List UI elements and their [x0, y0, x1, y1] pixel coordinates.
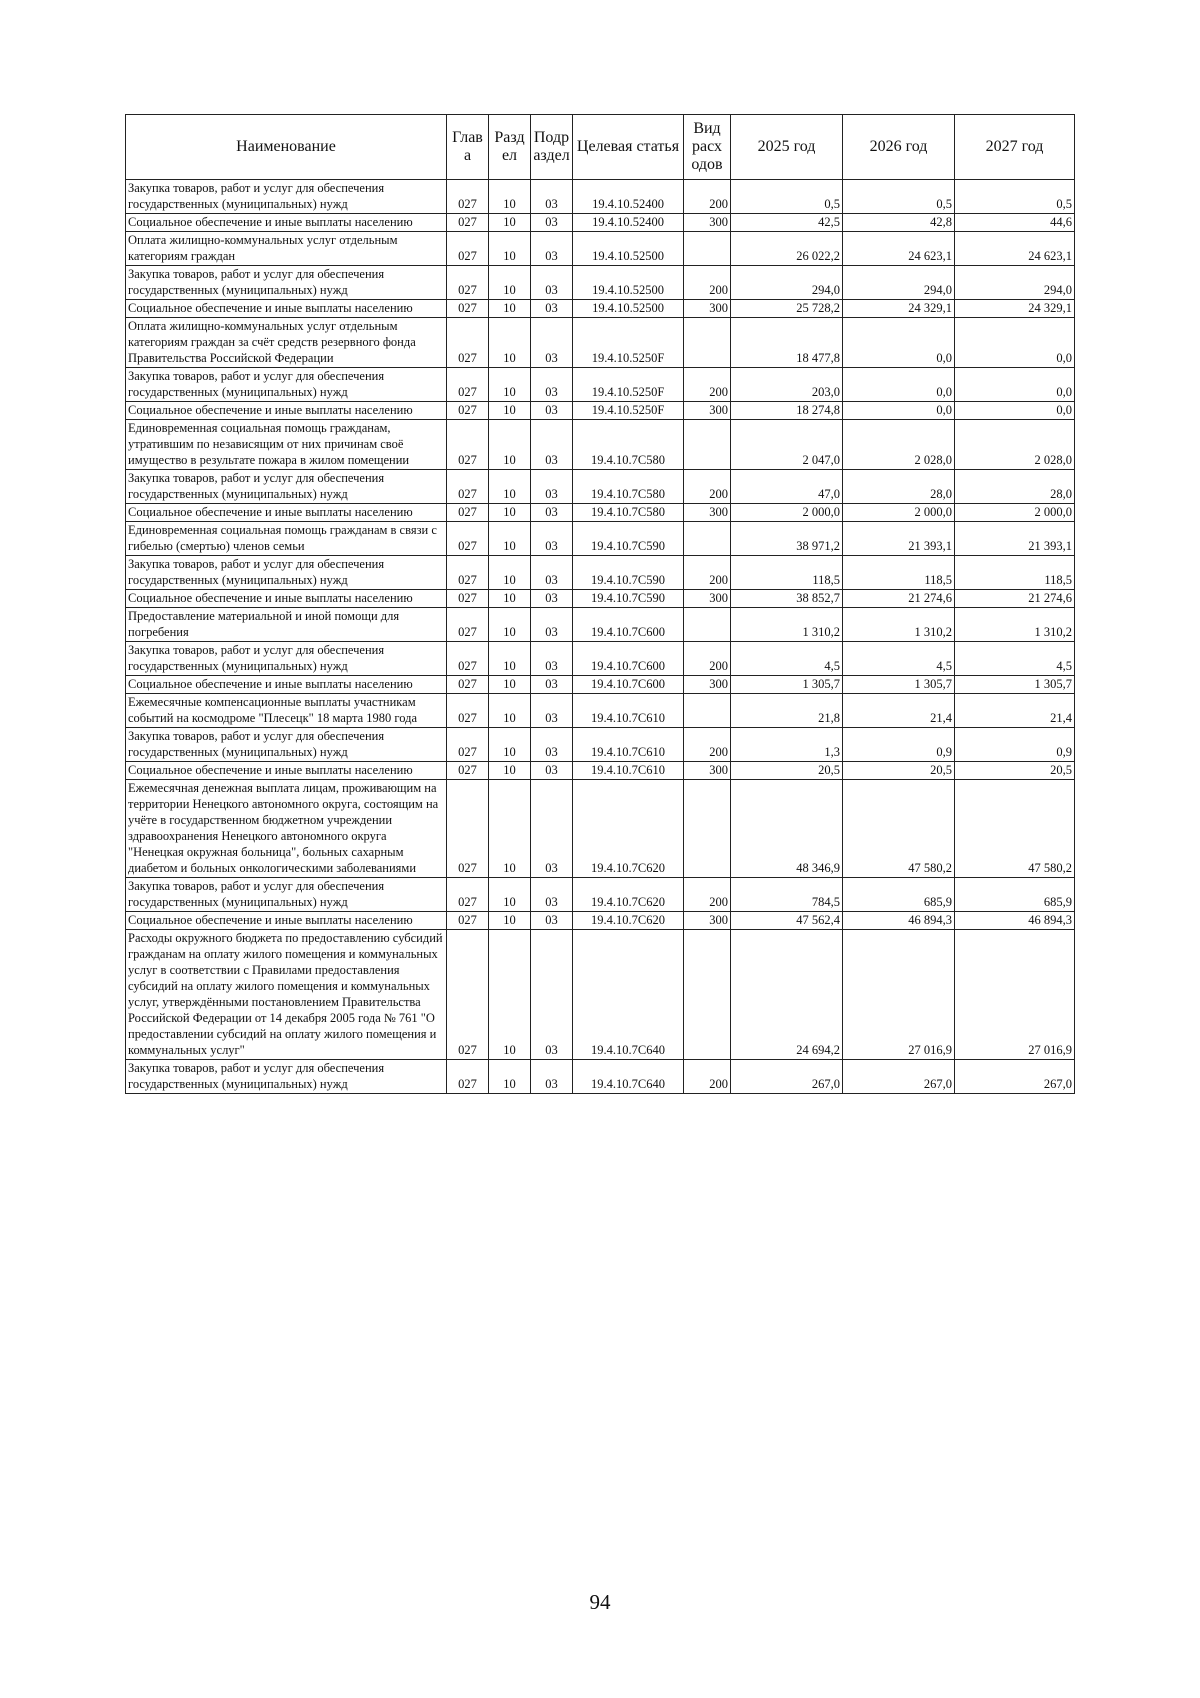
- cell-2026: 4,5: [843, 642, 955, 676]
- header-target: Целевая статья: [573, 115, 684, 180]
- cell-2025: 48 346,9: [731, 780, 843, 878]
- cell-name: Закупка товаров, работ и услуг для обеспечения государственных (муниципальных) нужд: [126, 878, 447, 912]
- header-razdel: Разд ел: [489, 115, 531, 180]
- cell-podrazdel: 03: [531, 780, 573, 878]
- cell-vid: 300: [684, 504, 731, 522]
- cell-name: Закупка товаров, работ и услуг для обеспечения государственных (муниципальных) нужд: [126, 1060, 447, 1094]
- cell-podrazdel: 03: [531, 878, 573, 912]
- cell-podrazdel: 03: [531, 522, 573, 556]
- cell-glava: 027: [447, 214, 489, 232]
- cell-vid: 300: [684, 912, 731, 930]
- cell-2026: 21,4: [843, 694, 955, 728]
- table-row: [126, 912, 1075, 930]
- cell-target: 19.4.10.7C640: [573, 930, 684, 1060]
- cell-2027: 0,5: [955, 180, 1075, 214]
- cell-name: Социальное обеспечение и иные выплаты населению: [126, 214, 447, 232]
- cell-glava: 027: [447, 694, 489, 728]
- cell-razdel: 10: [489, 556, 531, 590]
- cell-name: Закупка товаров, работ и услуг для обеспечения государственных (муниципальных) нужд: [126, 642, 447, 676]
- cell-razdel: 10: [489, 300, 531, 318]
- cell-name: Оплата жилищно-коммунальных услуг отдельным категориям граждан: [126, 232, 447, 266]
- cell-2025: 47 562,4: [731, 912, 843, 930]
- cell-podrazdel: 03: [531, 300, 573, 318]
- cell-2027: 0,0: [955, 402, 1075, 420]
- table-row: [126, 470, 1075, 504]
- table-row: [126, 300, 1075, 318]
- cell-2027: 27 016,9: [955, 930, 1075, 1060]
- cell-2026: 24 623,1: [843, 232, 955, 266]
- cell-razdel: 10: [489, 878, 531, 912]
- cell-name: Единовременная социальная помощь гражданам, утратившим по независящим от них причинам своё имущество в результате пожара в жилом помещении: [126, 420, 447, 470]
- cell-name: Предоставление материальной и иной помощи для погребения: [126, 608, 447, 642]
- cell-razdel: 10: [489, 368, 531, 402]
- cell-2027: 1 310,2: [955, 608, 1075, 642]
- cell-target: 19.4.10.7C580: [573, 470, 684, 504]
- cell-razdel: 10: [489, 608, 531, 642]
- cell-2026: 21 393,1: [843, 522, 955, 556]
- cell-razdel: 10: [489, 728, 531, 762]
- cell-podrazdel: 03: [531, 694, 573, 728]
- cell-2027: 2 000,0: [955, 504, 1075, 522]
- cell-target: 19.4.10.7C590: [573, 590, 684, 608]
- cell-target: 19.4.10.5250F: [573, 402, 684, 420]
- cell-2025: 2 047,0: [731, 420, 843, 470]
- table-row: [126, 930, 1075, 1060]
- cell-2025: 1 305,7: [731, 676, 843, 694]
- cell-vid: [684, 522, 731, 556]
- cell-vid: 200: [684, 266, 731, 300]
- cell-2027: 20,5: [955, 762, 1075, 780]
- cell-2025: 25 728,2: [731, 300, 843, 318]
- cell-vid: 200: [684, 368, 731, 402]
- cell-vid: [684, 694, 731, 728]
- cell-2027: 2 028,0: [955, 420, 1075, 470]
- cell-target: 19.4.10.7C580: [573, 420, 684, 470]
- cell-2026: 1 305,7: [843, 676, 955, 694]
- cell-name: Закупка товаров, работ и услуг для обеспечения государственных (муниципальных) нужд: [126, 180, 447, 214]
- cell-2027: 21 274,6: [955, 590, 1075, 608]
- table-row: [126, 266, 1075, 300]
- cell-glava: 027: [447, 912, 489, 930]
- cell-vid: 200: [684, 728, 731, 762]
- cell-2026: 27 016,9: [843, 930, 955, 1060]
- cell-2025: 26 022,2: [731, 232, 843, 266]
- cell-podrazdel: 03: [531, 1060, 573, 1094]
- cell-glava: 027: [447, 402, 489, 420]
- cell-2026: 0,5: [843, 180, 955, 214]
- cell-glava: 027: [447, 676, 489, 694]
- cell-glava: 027: [447, 608, 489, 642]
- cell-vid: 200: [684, 470, 731, 504]
- cell-target: 19.4.10.5250F: [573, 368, 684, 402]
- cell-2027: 24 329,1: [955, 300, 1075, 318]
- cell-razdel: 10: [489, 266, 531, 300]
- cell-target: 19.4.10.52500: [573, 300, 684, 318]
- cell-vid: 200: [684, 556, 731, 590]
- cell-2026: 685,9: [843, 878, 955, 912]
- table-row: [126, 214, 1075, 232]
- header-glava: Глав а: [447, 115, 489, 180]
- cell-podrazdel: 03: [531, 368, 573, 402]
- cell-2026: 118,5: [843, 556, 955, 590]
- cell-razdel: 10: [489, 590, 531, 608]
- cell-vid: 200: [684, 1060, 731, 1094]
- cell-2026: 2 028,0: [843, 420, 955, 470]
- cell-podrazdel: 03: [531, 266, 573, 300]
- cell-podrazdel: 03: [531, 402, 573, 420]
- cell-2027: 267,0: [955, 1060, 1075, 1094]
- cell-2027: 685,9: [955, 878, 1075, 912]
- table-row: [126, 728, 1075, 762]
- cell-2025: 18 274,8: [731, 402, 843, 420]
- cell-podrazdel: 03: [531, 504, 573, 522]
- table-row: [126, 878, 1075, 912]
- cell-2026: 47 580,2: [843, 780, 955, 878]
- cell-2027: 21,4: [955, 694, 1075, 728]
- cell-razdel: 10: [489, 180, 531, 214]
- cell-glava: 027: [447, 504, 489, 522]
- cell-vid: 300: [684, 402, 731, 420]
- cell-glava: 027: [447, 368, 489, 402]
- cell-2027: 0,9: [955, 728, 1075, 762]
- cell-glava: 027: [447, 590, 489, 608]
- cell-name: Расходы окружного бюджета по предоставлению субсидий гражданам на оплату жилого помещения и коммунальных услуг в соответствии с Правилами предоставления субсидий на оплату жилого помещения и коммунальных услуг, утверждёнными постановлением Правительства Российской Федерации от 14 декабря 2005 года № 761 "О предоставлении субсидий на оплату жилого помещения и коммунальных услуг": [126, 930, 447, 1060]
- cell-podrazdel: 03: [531, 420, 573, 470]
- cell-podrazdel: 03: [531, 930, 573, 1060]
- cell-2025: 118,5: [731, 556, 843, 590]
- cell-2027: 118,5: [955, 556, 1075, 590]
- cell-name: Социальное обеспечение и иные выплаты населению: [126, 590, 447, 608]
- cell-name: Закупка товаров, работ и услуг для обеспечения государственных (муниципальных) нужд: [126, 266, 447, 300]
- cell-2025: 0,5: [731, 180, 843, 214]
- header-2026: 2026 год: [843, 115, 955, 180]
- header-podrazdel: Подр аздел: [531, 115, 573, 180]
- cell-glava: 027: [447, 180, 489, 214]
- cell-2025: 784,5: [731, 878, 843, 912]
- cell-target: 19.4.10.7C610: [573, 694, 684, 728]
- cell-vid: [684, 420, 731, 470]
- table-row: [126, 318, 1075, 368]
- table-row: [126, 368, 1075, 402]
- cell-vid: [684, 318, 731, 368]
- table-row: [126, 762, 1075, 780]
- cell-target: 19.4.10.5250F: [573, 318, 684, 368]
- header-vid: Вид расх одов: [684, 115, 731, 180]
- cell-2026: 20,5: [843, 762, 955, 780]
- cell-razdel: 10: [489, 504, 531, 522]
- cell-glava: 027: [447, 266, 489, 300]
- cell-target: 19.4.10.7C600: [573, 676, 684, 694]
- cell-razdel: 10: [489, 402, 531, 420]
- cell-podrazdel: 03: [531, 180, 573, 214]
- cell-glava: 027: [447, 780, 489, 878]
- table-row: [126, 420, 1075, 470]
- cell-vid: [684, 608, 731, 642]
- cell-vid: 200: [684, 878, 731, 912]
- table-row: [126, 504, 1075, 522]
- cell-razdel: 10: [489, 318, 531, 368]
- cell-name: Оплата жилищно-коммунальных услуг отдельным категориям граждан за счёт средств резервного фонда Правительства Российской Федерации: [126, 318, 447, 368]
- cell-2026: 24 329,1: [843, 300, 955, 318]
- cell-glava: 027: [447, 728, 489, 762]
- cell-glava: 027: [447, 318, 489, 368]
- cell-podrazdel: 03: [531, 912, 573, 930]
- cell-razdel: 10: [489, 762, 531, 780]
- cell-target: 19.4.10.7C620: [573, 878, 684, 912]
- cell-razdel: 10: [489, 420, 531, 470]
- cell-glava: 027: [447, 300, 489, 318]
- table-row: [126, 642, 1075, 676]
- cell-name: Закупка товаров, работ и услуг для обеспечения государственных (муниципальных) нужд: [126, 728, 447, 762]
- cell-vid: 300: [684, 300, 731, 318]
- cell-2025: 24 694,2: [731, 930, 843, 1060]
- cell-vid: 300: [684, 676, 731, 694]
- cell-razdel: 10: [489, 912, 531, 930]
- cell-podrazdel: 03: [531, 608, 573, 642]
- cell-2025: 267,0: [731, 1060, 843, 1094]
- cell-target: 19.4.10.52400: [573, 214, 684, 232]
- table-row: [126, 180, 1075, 214]
- cell-2026: 0,0: [843, 402, 955, 420]
- budget-table-container: [125, 114, 1074, 1094]
- header-2025: 2025 год: [731, 115, 843, 180]
- cell-2027: 294,0: [955, 266, 1075, 300]
- cell-2026: 28,0: [843, 470, 955, 504]
- cell-2025: 21,8: [731, 694, 843, 728]
- table-row: [126, 676, 1075, 694]
- cell-2025: 38 971,2: [731, 522, 843, 556]
- cell-glava: 027: [447, 930, 489, 1060]
- cell-razdel: 10: [489, 676, 531, 694]
- cell-2026: 42,8: [843, 214, 955, 232]
- cell-name: Социальное обеспечение и иные выплаты населению: [126, 300, 447, 318]
- cell-name: Социальное обеспечение и иные выплаты населению: [126, 676, 447, 694]
- cell-2025: 203,0: [731, 368, 843, 402]
- cell-vid: 200: [684, 642, 731, 676]
- cell-2025: 2 000,0: [731, 504, 843, 522]
- cell-vid: [684, 232, 731, 266]
- cell-razdel: 10: [489, 522, 531, 556]
- cell-2027: 4,5: [955, 642, 1075, 676]
- cell-2025: 1,3: [731, 728, 843, 762]
- cell-target: 19.4.10.7C580: [573, 504, 684, 522]
- cell-target: 19.4.10.52500: [573, 232, 684, 266]
- cell-target: 19.4.10.7C600: [573, 642, 684, 676]
- cell-target: 19.4.10.7C620: [573, 912, 684, 930]
- table-row: [126, 608, 1075, 642]
- table-row: [126, 232, 1075, 266]
- cell-2026: 0,0: [843, 368, 955, 402]
- page-number: 94: [589, 1590, 611, 1614]
- cell-vid: 300: [684, 590, 731, 608]
- cell-podrazdel: 03: [531, 590, 573, 608]
- cell-vid: 200: [684, 180, 731, 214]
- cell-razdel: 10: [489, 642, 531, 676]
- cell-glava: 027: [447, 642, 489, 676]
- cell-2027: 21 393,1: [955, 522, 1075, 556]
- cell-razdel: 10: [489, 470, 531, 504]
- cell-target: 19.4.10.7C600: [573, 608, 684, 642]
- cell-2026: 267,0: [843, 1060, 955, 1094]
- cell-2027: 1 305,7: [955, 676, 1075, 694]
- cell-2027: 24 623,1: [955, 232, 1075, 266]
- table-body: [126, 180, 1075, 1094]
- cell-target: 19.4.10.7C640: [573, 1060, 684, 1094]
- cell-name: Закупка товаров, работ и услуг для обеспечения государственных (муниципальных) нужд: [126, 556, 447, 590]
- header-name: Наименование: [126, 115, 447, 180]
- cell-2025: 18 477,8: [731, 318, 843, 368]
- cell-podrazdel: 03: [531, 556, 573, 590]
- cell-podrazdel: 03: [531, 762, 573, 780]
- cell-glava: 027: [447, 762, 489, 780]
- table-row: [126, 694, 1075, 728]
- cell-razdel: 10: [489, 232, 531, 266]
- cell-glava: 027: [447, 232, 489, 266]
- cell-2026: 294,0: [843, 266, 955, 300]
- table-row: [126, 556, 1075, 590]
- cell-2026: 0,0: [843, 318, 955, 368]
- cell-2026: 46 894,3: [843, 912, 955, 930]
- cell-name: Социальное обеспечение и иные выплаты населению: [126, 402, 447, 420]
- cell-podrazdel: 03: [531, 470, 573, 504]
- cell-2026: 21 274,6: [843, 590, 955, 608]
- cell-razdel: 10: [489, 694, 531, 728]
- cell-name: Ежемесячная денежная выплата лицам, проживающим на территории Ненецкого автономного округа, состоящим на учёте в государственном бюджетном учреждении здравоохранения Ненецкого автономного округа "Ненецкая окружная больница", больных сахарным диабетом и больных онкологическими заболеваниями: [126, 780, 447, 878]
- cell-vid: [684, 930, 731, 1060]
- cell-podrazdel: 03: [531, 642, 573, 676]
- cell-glava: 027: [447, 878, 489, 912]
- cell-glava: 027: [447, 556, 489, 590]
- table-row: [126, 780, 1075, 878]
- cell-vid: [684, 780, 731, 878]
- cell-2025: 1 310,2: [731, 608, 843, 642]
- cell-target: 19.4.10.7C590: [573, 556, 684, 590]
- cell-glava: 027: [447, 1060, 489, 1094]
- cell-2025: 42,5: [731, 214, 843, 232]
- cell-2027: 44,6: [955, 214, 1075, 232]
- cell-razdel: 10: [489, 780, 531, 878]
- cell-razdel: 10: [489, 1060, 531, 1094]
- cell-target: 19.4.10.7C620: [573, 780, 684, 878]
- cell-vid: 300: [684, 214, 731, 232]
- cell-2027: 47 580,2: [955, 780, 1075, 878]
- cell-name: Социальное обеспечение и иные выплаты населению: [126, 762, 447, 780]
- header-2027: 2027 год: [955, 115, 1075, 180]
- cell-podrazdel: 03: [531, 232, 573, 266]
- cell-glava: 027: [447, 420, 489, 470]
- cell-name: Социальное обеспечение и иные выплаты населению: [126, 504, 447, 522]
- cell-2027: 0,0: [955, 318, 1075, 368]
- table-row: [126, 402, 1075, 420]
- cell-name: Социальное обеспечение и иные выплаты населению: [126, 912, 447, 930]
- cell-podrazdel: 03: [531, 676, 573, 694]
- cell-2026: 0,9: [843, 728, 955, 762]
- cell-name: Единовременная социальная помощь гражданам в связи с гибелью (смертью) членов семьи: [126, 522, 447, 556]
- cell-podrazdel: 03: [531, 214, 573, 232]
- cell-2025: 20,5: [731, 762, 843, 780]
- cell-razdel: 10: [489, 930, 531, 1060]
- cell-2026: 1 310,2: [843, 608, 955, 642]
- cell-target: 19.4.10.7C610: [573, 762, 684, 780]
- cell-podrazdel: 03: [531, 728, 573, 762]
- cell-target: 19.4.10.52400: [573, 180, 684, 214]
- cell-2026: 2 000,0: [843, 504, 955, 522]
- budget-table: [125, 114, 1075, 1094]
- cell-name: Ежемесячные компенсационные выплаты участникам событий на космодроме "Плесецк" 18 марта 1980 года: [126, 694, 447, 728]
- cell-2025: 47,0: [731, 470, 843, 504]
- cell-glava: 027: [447, 522, 489, 556]
- cell-2025: 294,0: [731, 266, 843, 300]
- table-row: [126, 590, 1075, 608]
- cell-razdel: 10: [489, 214, 531, 232]
- cell-2025: 38 852,7: [731, 590, 843, 608]
- cell-name: Закупка товаров, работ и услуг для обеспечения государственных (муниципальных) нужд: [126, 368, 447, 402]
- cell-podrazdel: 03: [531, 318, 573, 368]
- cell-target: 19.4.10.7C590: [573, 522, 684, 556]
- cell-2027: 0,0: [955, 368, 1075, 402]
- cell-target: 19.4.10.7C610: [573, 728, 684, 762]
- table-row: [126, 1060, 1075, 1094]
- cell-2027: 46 894,3: [955, 912, 1075, 930]
- table-header: [126, 115, 1075, 180]
- cell-glava: 027: [447, 470, 489, 504]
- cell-2025: 4,5: [731, 642, 843, 676]
- cell-vid: 300: [684, 762, 731, 780]
- table-row: [126, 522, 1075, 556]
- cell-name: Закупка товаров, работ и услуг для обеспечения государственных (муниципальных) нужд: [126, 470, 447, 504]
- cell-2027: 28,0: [955, 470, 1075, 504]
- cell-target: 19.4.10.52500: [573, 266, 684, 300]
